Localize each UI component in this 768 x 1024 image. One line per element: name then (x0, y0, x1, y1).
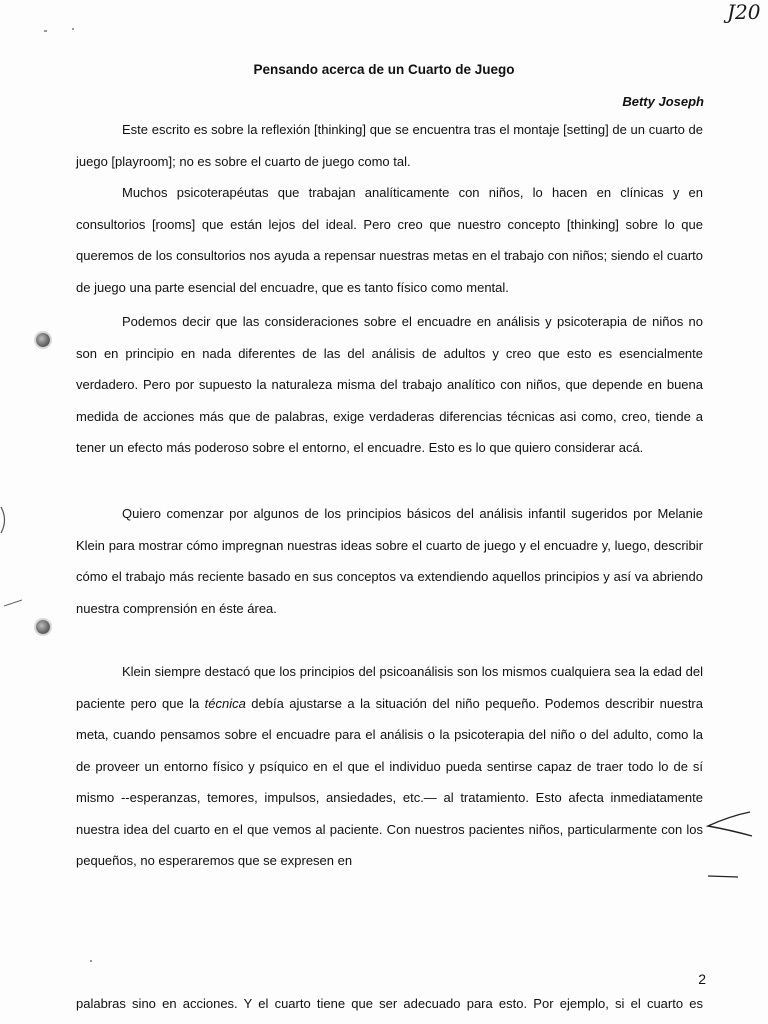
punch-hole-mark (36, 620, 50, 634)
document-title: Pensando acerca de un Cuarto de Juego (253, 62, 515, 77)
margin-arrow-mark (700, 808, 760, 848)
margin-line-mark (706, 872, 740, 880)
document-author: Betty Joseph (622, 94, 704, 109)
paragraph-text: Quiero comenzar por algunos de los principios básicos del análisis infantil sugeridos por Melanie Klein para mostrar cómo impregnan nuestras ideas sobre el cuarto de juego y el encuadre y, luego, describir cómo el trabajo más reciente basado en sus conceptos va extendiendo aquellos principios y así va abriendo nuestra comprensión en éste área. (76, 506, 703, 616)
next-page-continuation: palabras sino en acciones. Y el cuarto tiene que ser adecuado para esto. Por ejemplo, si el cuarto es (76, 996, 703, 1011)
paragraph-text: Muchos psicoterapéutas que trabajan analíticamente con niños, lo hacen en clínicas y en consultorios [rooms] que están lejos del ideal. Pero creo que nuestro concepto [thinking] sobre lo que queremos de los consultorios nos ayuda a repensar nuestras metas en el trabajo con niños; siendo el cuarto de juego una parte esencial del encuadre, que es tanto físico como mental. (76, 185, 703, 295)
emphasized-word: técnica (204, 695, 246, 711)
left-edge-bracket-mark (0, 505, 10, 535)
margin-pencil-mark (2, 596, 26, 610)
paragraph-text: Klein siempre destacó que los principios del psicoanálisis son los mismos cualquiera sea la edad del paciente pero que la (76, 664, 703, 711)
punch-hole-mark (36, 333, 50, 347)
scan-speck (44, 30, 47, 32)
page-number: 2 (698, 971, 706, 987)
scan-speck (72, 28, 74, 30)
paragraph-2 (76, 177, 703, 303)
paragraph-5 (76, 656, 703, 877)
paragraph-text: Este escrito es sobre la reflexión [thinking] que se encuentra tras el montaje [setting] de un cuarto de juego [playroom]; no es sobre el cuarto de juego como tal. (76, 122, 703, 169)
paragraph-text: Podemos decir que las consideraciones sobre el encuadre en análisis y psicoterapia de niños no son en principio en nada diferentes de las del análisis de adultos y creo que esto es esencialmente verdadero. Pero por supuesto la naturaleza misma del trabajo analítico con niños, que depende en buena medida de acciones más que de palabras, exige verdaderas diferencias técnicas asi como, creo, tiende a tener un efecto más poderoso sobre el entorno, el encuadre. Esto es lo que quiero considerar acá. (76, 314, 703, 455)
paragraph-1 (76, 114, 703, 177)
scan-speck (90, 960, 92, 962)
handwritten-page-mark: J20 (727, 0, 761, 24)
paragraph-4 (76, 498, 703, 624)
paragraph-3 (76, 306, 703, 464)
paragraph-text-continued: debía ajustarse a la situación del niño pequeño. Podemos describir nuestra meta, cuando pensamos sobre el encuadre para el análisis o la psicoterapia del niño o del adulto, como la de proveer un entorno físico y psíquico en el que el individuo pueda sentirse capaz de traer todo lo de sí mismo --esperanzas, temores, impulsos, ansiedades, etc.— al tratamiento. Esto afecta inmediatamente nuestra idea del cuarto en el que vemos al paciente. Con nuestros pacientes niños, particularmente con los pequeños, no esperaremos que se expresen en (76, 695, 703, 868)
